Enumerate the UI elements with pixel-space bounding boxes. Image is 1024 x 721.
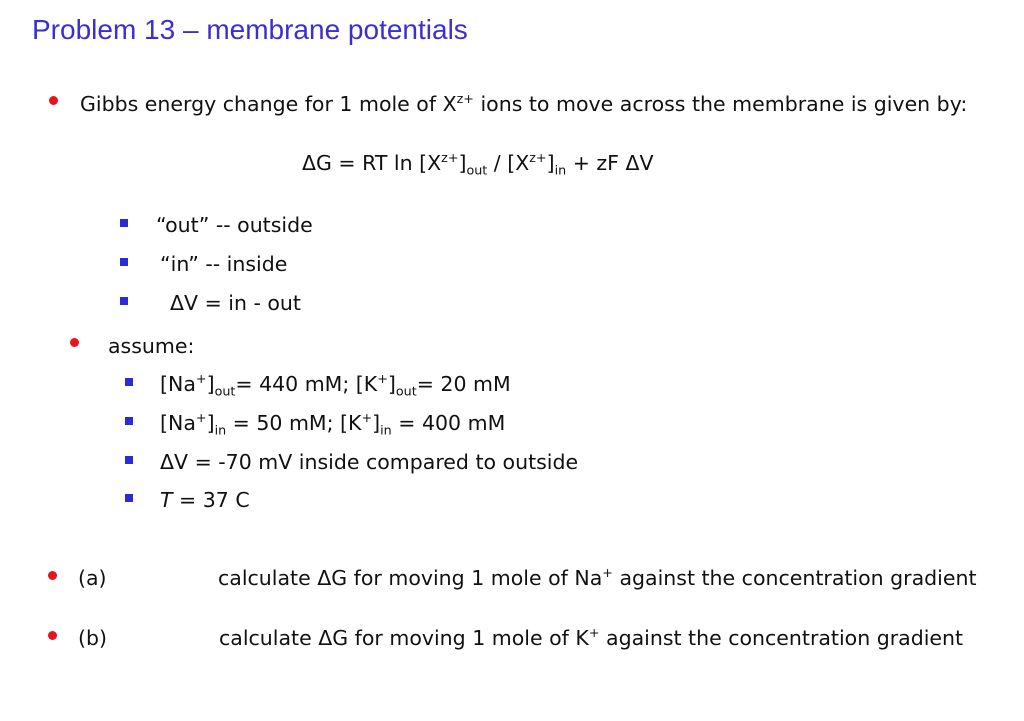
question-a-label: (a) <box>78 566 107 590</box>
gibbs-equation: ΔG = RT $\ln [X^{z+}]_{out} / [X^{z+}]_{in}$ + zF ΔV <box>302 149 654 178</box>
definition-out: “out” -- outside <box>156 213 313 237</box>
question-b-text: calculate ΔG for moving 1 mole of K+ against the concentration gradient <box>219 624 964 650</box>
bullet-blue <box>125 417 133 425</box>
bullet-red <box>48 571 57 580</box>
bullet-blue <box>120 297 128 305</box>
bullet-blue <box>120 258 128 266</box>
bullet-blue <box>120 219 128 227</box>
assume-concentrations-out: $[Na^+]_{out}= 440$ mM; $[K^+]_{out}= 20$ mM <box>160 370 511 399</box>
bullet-blue <box>125 456 133 464</box>
assume-membrane-potential: ΔV = -70 mV inside compared to outside <box>160 450 579 474</box>
assume-concentrations-in: $[Na^+]_{in} = 50$ mM; $[K^+]_{in} = 400$ mM <box>160 409 506 438</box>
intro-text: Gibbs energy change for 1 mole of $X^{z+}$ ions to move across the membrane is given by: <box>80 90 968 116</box>
bullet-red <box>48 631 57 640</box>
assume-label: assume: <box>108 334 195 358</box>
definition-in: “in” -- inside <box>160 252 288 276</box>
bullet-red <box>70 338 79 347</box>
bullet-blue <box>125 494 133 502</box>
question-a-text: calculate ΔG for moving 1 mole of Na+ against the concentration gradient <box>218 564 977 590</box>
bullet-red <box>49 96 58 105</box>
bullet-blue <box>125 378 133 386</box>
assume-temperature: T = 37 C <box>160 488 250 512</box>
question-b-label: (b) <box>78 626 108 650</box>
definition-delta-v: ΔV = in - out <box>170 291 301 315</box>
page-title: Problem 13 – membrane potentials <box>32 14 468 45</box>
